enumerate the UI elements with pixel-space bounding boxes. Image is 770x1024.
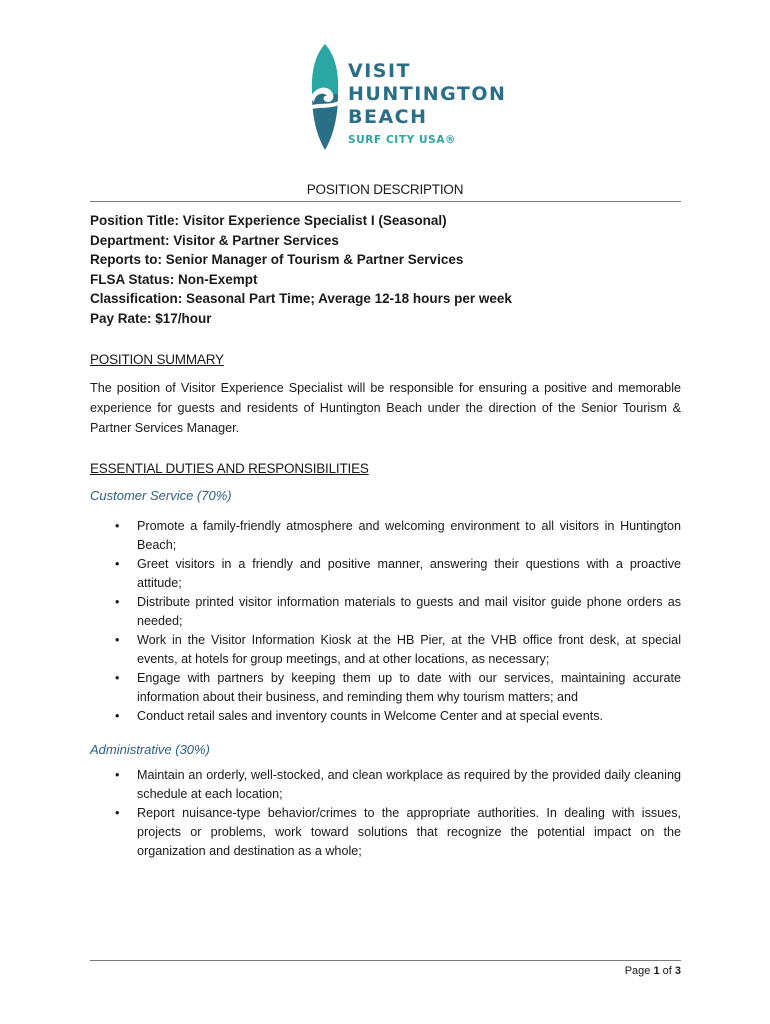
logo-tagline: SURF CITY USA® bbox=[348, 134, 457, 146]
list-item bbox=[90, 766, 681, 804]
bullet-icon: • bbox=[115, 557, 120, 571]
administrative-list bbox=[90, 766, 681, 861]
list-item-text: Greet visitors in a friendly and positive manner, answering their questions with a proactive attitude; bbox=[137, 557, 681, 590]
duties-heading: ESSENTIAL DUTIES AND RESPONSIBILITIES bbox=[90, 461, 369, 476]
surfboard-wave-icon bbox=[305, 44, 345, 150]
page-middle: of bbox=[659, 965, 675, 977]
meta-reports-to: Reports to: Senior Manager of Tourism & Partner Services bbox=[90, 252, 464, 268]
bullet-icon: • bbox=[115, 595, 120, 609]
list-item-text: Maintain an orderly, well-stocked, and clean workplace as required by the provided daily cleaning schedule at each location; bbox=[137, 768, 681, 801]
document-title: POSITION DESCRIPTION bbox=[306, 182, 464, 197]
bullet-icon: • bbox=[115, 519, 120, 533]
meta-department: Department: Visitor & Partner Services bbox=[90, 232, 339, 248]
list-item-text: Engage with partners by keeping them up to date with our services, maintaining accurate information about their business, and reminding them why tourism matters; and bbox=[137, 671, 681, 704]
list-item bbox=[90, 631, 681, 669]
bullet-icon: • bbox=[115, 671, 120, 685]
page-number bbox=[625, 965, 681, 977]
bullet-icon: • bbox=[115, 768, 120, 782]
page-total: 3 bbox=[674, 965, 681, 977]
list-item-text: Promote a family-friendly atmosphere and welcoming environment to all visitors in Huntington Beach; bbox=[137, 519, 681, 552]
bullet-icon: • bbox=[115, 806, 120, 820]
logo-line-beach: BEACH bbox=[348, 106, 428, 128]
title-divider bbox=[90, 201, 681, 202]
footer-divider bbox=[90, 960, 681, 961]
list-item bbox=[90, 593, 681, 631]
list-item bbox=[90, 517, 681, 555]
list-item bbox=[90, 804, 681, 861]
list-item bbox=[90, 669, 681, 707]
logo-line-visit: VISIT bbox=[348, 60, 411, 82]
position-meta bbox=[90, 211, 512, 329]
page-prefix: Page bbox=[624, 965, 654, 977]
list-item bbox=[90, 707, 681, 726]
summary-text: The position of Visitor Experience Specialist will be responsible for ensuring a positive and memorable experience for guests and residents of Huntington Beach under the direction of the Senior Tourism & Partner Services Manager. bbox=[90, 381, 681, 435]
visit-huntington-beach-logo bbox=[305, 44, 507, 154]
bullet-icon: • bbox=[115, 633, 120, 647]
list-item-text: Distribute printed visitor information materials to guests and mail visitor guide phone orders as needed; bbox=[137, 595, 681, 628]
customer-service-list bbox=[90, 517, 681, 726]
meta-classification: Classification: Seasonal Part Time; Average 12-18 hours per week bbox=[90, 291, 512, 307]
logo-line-huntington: HUNTINGTON bbox=[348, 83, 507, 105]
administrative-label: Administrative (30%) bbox=[90, 742, 210, 757]
list-item bbox=[90, 555, 681, 593]
list-item-text: Report nuisance-type behavior/crimes to the appropriate authorities. In dealing with issues, projects or problems, work toward solutions that recognize the potential impact on the organization and destination as a whole; bbox=[137, 806, 681, 858]
meta-position-title: Position Title: Visitor Experience Specialist I (Seasonal) bbox=[90, 213, 447, 228]
customer-service-label: Customer Service (70%) bbox=[90, 488, 232, 503]
bullet-icon: • bbox=[115, 709, 120, 723]
meta-flsa-status: FLSA Status: Non-Exempt bbox=[90, 271, 258, 287]
logo-wordmark bbox=[348, 60, 506, 129]
list-item-text: Conduct retail sales and inventory counts in Welcome Center and at special events. bbox=[137, 709, 603, 723]
summary-heading: POSITION SUMMARY bbox=[90, 352, 224, 367]
list-item-text: Work in the Visitor Information Kiosk at the HB Pier, at the VHB office front desk, at special events, at hotels for group meetings, and at other locations, as necessary; bbox=[137, 633, 681, 666]
page-current: 1 bbox=[653, 965, 660, 977]
meta-pay-rate: Pay Rate: $17/hour bbox=[90, 310, 212, 326]
